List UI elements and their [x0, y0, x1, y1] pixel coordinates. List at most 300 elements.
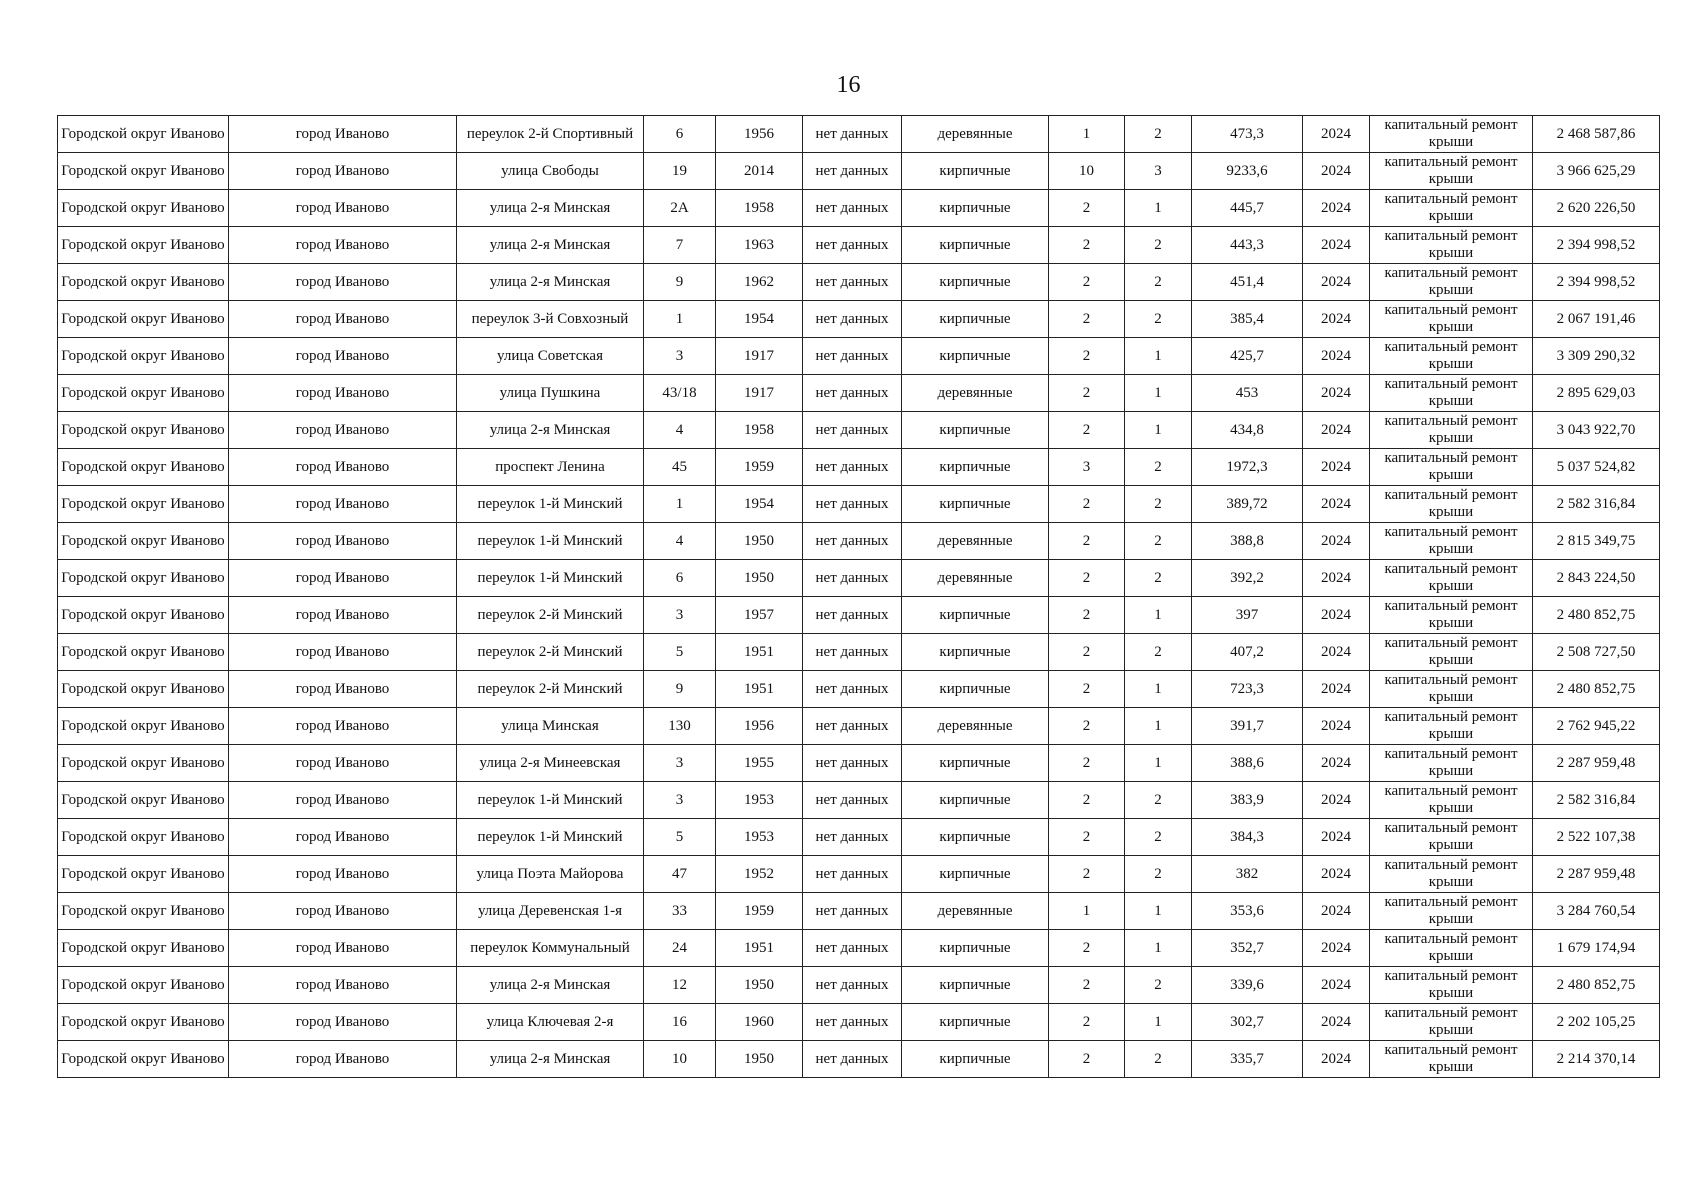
build-year-cell: 1950: [716, 560, 803, 597]
settlement-cell: город Иваново: [229, 597, 457, 634]
cost-cell: 2 582 316,84: [1533, 486, 1660, 523]
build-year-cell: 1950: [716, 967, 803, 1004]
house-number-cell: 3: [644, 745, 716, 782]
cost-cell: 2 508 727,50: [1533, 634, 1660, 671]
wall-material-cell: кирпичные: [902, 412, 1049, 449]
wear-cell: нет данных: [803, 893, 902, 930]
street-cell: улица Поэта Майорова: [457, 856, 644, 893]
work-type-cell: капитальный ремонт крыши: [1370, 597, 1533, 634]
table-row: [58, 745, 1660, 782]
area-cell: 302,7: [1192, 1004, 1303, 1041]
floors-cell: 3: [1049, 449, 1125, 486]
entrances-cell: 2: [1125, 560, 1192, 597]
cost-cell: 2 815 349,75: [1533, 523, 1660, 560]
street-cell: улица 2-я Минская: [457, 967, 644, 1004]
entrances-cell: 2: [1125, 116, 1192, 153]
year-cell: 2024: [1303, 190, 1370, 227]
wear-cell: нет данных: [803, 412, 902, 449]
entrances-cell: 3: [1125, 153, 1192, 190]
table-row: [58, 967, 1660, 1004]
build-year-cell: 1958: [716, 190, 803, 227]
area-cell: 443,3: [1192, 227, 1303, 264]
year-cell: 2024: [1303, 227, 1370, 264]
table-row: [58, 190, 1660, 227]
work-type-cell: капитальный ремонт крыши: [1370, 338, 1533, 375]
area-cell: 391,7: [1192, 708, 1303, 745]
wall-material-cell: кирпичные: [902, 819, 1049, 856]
settlement-cell: город Иваново: [229, 856, 457, 893]
wear-cell: нет данных: [803, 1041, 902, 1078]
municipality-cell: Городской округ Иваново: [58, 930, 229, 967]
area-cell: 384,3: [1192, 819, 1303, 856]
work-type-cell: капитальный ремонт крыши: [1370, 634, 1533, 671]
street-cell: переулок 1-й Минский: [457, 819, 644, 856]
area-cell: 388,8: [1192, 523, 1303, 560]
municipality-cell: Городской округ Иваново: [58, 116, 229, 153]
area-cell: 407,2: [1192, 634, 1303, 671]
street-cell: переулок 2-й Минский: [457, 671, 644, 708]
entrances-cell: 1: [1125, 930, 1192, 967]
street-cell: переулок Коммунальный: [457, 930, 644, 967]
year-cell: 2024: [1303, 597, 1370, 634]
area-cell: 9233,6: [1192, 153, 1303, 190]
wall-material-cell: кирпичные: [902, 782, 1049, 819]
cost-cell: 2 067 191,46: [1533, 301, 1660, 338]
area-cell: 1972,3: [1192, 449, 1303, 486]
work-type-cell: капитальный ремонт крыши: [1370, 708, 1533, 745]
street-cell: улица Ключевая 2-я: [457, 1004, 644, 1041]
entrances-cell: 1: [1125, 893, 1192, 930]
wear-cell: нет данных: [803, 523, 902, 560]
table-row: [58, 523, 1660, 560]
floors-cell: 2: [1049, 671, 1125, 708]
floors-cell: 2: [1049, 375, 1125, 412]
entrances-cell: 2: [1125, 782, 1192, 819]
municipality-cell: Городской округ Иваново: [58, 153, 229, 190]
floors-cell: 2: [1049, 819, 1125, 856]
area-cell: 335,7: [1192, 1041, 1303, 1078]
wear-cell: нет данных: [803, 338, 902, 375]
floors-cell: 10: [1049, 153, 1125, 190]
street-cell: переулок 1-й Минский: [457, 486, 644, 523]
wear-cell: нет данных: [803, 930, 902, 967]
build-year-cell: 1950: [716, 1041, 803, 1078]
entrances-cell: 1: [1125, 1004, 1192, 1041]
settlement-cell: город Иваново: [229, 893, 457, 930]
table-row: [58, 782, 1660, 819]
build-year-cell: 1953: [716, 782, 803, 819]
wear-cell: нет данных: [803, 1004, 902, 1041]
build-year-cell: 1917: [716, 338, 803, 375]
house-number-cell: 24: [644, 930, 716, 967]
area-cell: 383,9: [1192, 782, 1303, 819]
area-cell: 392,2: [1192, 560, 1303, 597]
street-cell: улица Минская: [457, 708, 644, 745]
wall-material-cell: деревянные: [902, 116, 1049, 153]
cost-cell: 2 895 629,03: [1533, 375, 1660, 412]
house-number-cell: 16: [644, 1004, 716, 1041]
house-number-cell: 45: [644, 449, 716, 486]
municipality-cell: Городской округ Иваново: [58, 856, 229, 893]
cost-cell: 2 287 959,48: [1533, 856, 1660, 893]
wall-material-cell: кирпичные: [902, 930, 1049, 967]
entrances-cell: 2: [1125, 856, 1192, 893]
table-row: [58, 227, 1660, 264]
build-year-cell: 1960: [716, 1004, 803, 1041]
municipality-cell: Городской округ Иваново: [58, 486, 229, 523]
wall-material-cell: кирпичные: [902, 190, 1049, 227]
wear-cell: нет данных: [803, 227, 902, 264]
house-number-cell: 1: [644, 486, 716, 523]
settlement-cell: город Иваново: [229, 745, 457, 782]
municipality-cell: Городской округ Иваново: [58, 338, 229, 375]
area-cell: 425,7: [1192, 338, 1303, 375]
cost-cell: 3 043 922,70: [1533, 412, 1660, 449]
settlement-cell: город Иваново: [229, 375, 457, 412]
wear-cell: нет данных: [803, 560, 902, 597]
house-number-cell: 3: [644, 782, 716, 819]
build-year-cell: 1956: [716, 708, 803, 745]
settlement-cell: город Иваново: [229, 264, 457, 301]
wall-material-cell: кирпичные: [902, 227, 1049, 264]
work-type-cell: капитальный ремонт крыши: [1370, 560, 1533, 597]
table-row: [58, 301, 1660, 338]
work-type-cell: капитальный ремонт крыши: [1370, 893, 1533, 930]
house-number-cell: 5: [644, 819, 716, 856]
settlement-cell: город Иваново: [229, 153, 457, 190]
floors-cell: 2: [1049, 967, 1125, 1004]
area-cell: 385,4: [1192, 301, 1303, 338]
street-cell: переулок 1-й Минский: [457, 523, 644, 560]
cost-cell: 2 202 105,25: [1533, 1004, 1660, 1041]
area-cell: 434,8: [1192, 412, 1303, 449]
wall-material-cell: деревянные: [902, 375, 1049, 412]
entrances-cell: 2: [1125, 819, 1192, 856]
area-cell: 388,6: [1192, 745, 1303, 782]
wall-material-cell: деревянные: [902, 523, 1049, 560]
area-cell: 473,3: [1192, 116, 1303, 153]
work-type-cell: капитальный ремонт крыши: [1370, 1041, 1533, 1078]
year-cell: 2024: [1303, 819, 1370, 856]
build-year-cell: 1951: [716, 671, 803, 708]
wall-material-cell: кирпичные: [902, 449, 1049, 486]
build-year-cell: 1951: [716, 930, 803, 967]
street-cell: улица Деревенская 1-я: [457, 893, 644, 930]
floors-cell: 2: [1049, 1004, 1125, 1041]
housing-registry-table: [57, 115, 1660, 1078]
wall-material-cell: деревянные: [902, 708, 1049, 745]
work-type-cell: капитальный ремонт крыши: [1370, 449, 1533, 486]
house-number-cell: 130: [644, 708, 716, 745]
year-cell: 2024: [1303, 523, 1370, 560]
house-number-cell: 19: [644, 153, 716, 190]
street-cell: проспект Ленина: [457, 449, 644, 486]
entrances-cell: 1: [1125, 190, 1192, 227]
house-number-cell: 1: [644, 301, 716, 338]
table-row: [58, 375, 1660, 412]
wear-cell: нет данных: [803, 819, 902, 856]
entrances-cell: 1: [1125, 745, 1192, 782]
cost-cell: 3 284 760,54: [1533, 893, 1660, 930]
house-number-cell: 2А: [644, 190, 716, 227]
floors-cell: 2: [1049, 338, 1125, 375]
floors-cell: 1: [1049, 893, 1125, 930]
entrances-cell: 1: [1125, 597, 1192, 634]
table-row: [58, 264, 1660, 301]
municipality-cell: Городской округ Иваново: [58, 190, 229, 227]
year-cell: 2024: [1303, 856, 1370, 893]
floors-cell: 2: [1049, 190, 1125, 227]
table-row: [58, 486, 1660, 523]
house-number-cell: 9: [644, 671, 716, 708]
wall-material-cell: кирпичные: [902, 264, 1049, 301]
house-number-cell: 6: [644, 560, 716, 597]
entrances-cell: 2: [1125, 523, 1192, 560]
table-row: [58, 856, 1660, 893]
settlement-cell: город Иваново: [229, 671, 457, 708]
wear-cell: нет данных: [803, 745, 902, 782]
settlement-cell: город Иваново: [229, 523, 457, 560]
cost-cell: 2 522 107,38: [1533, 819, 1660, 856]
year-cell: 2024: [1303, 745, 1370, 782]
floors-cell: 2: [1049, 412, 1125, 449]
settlement-cell: город Иваново: [229, 116, 457, 153]
floors-cell: 2: [1049, 782, 1125, 819]
year-cell: 2024: [1303, 153, 1370, 190]
wear-cell: нет данных: [803, 301, 902, 338]
house-number-cell: 9: [644, 264, 716, 301]
municipality-cell: Городской округ Иваново: [58, 708, 229, 745]
wall-material-cell: кирпичные: [902, 486, 1049, 523]
table-row: [58, 1004, 1660, 1041]
year-cell: 2024: [1303, 782, 1370, 819]
settlement-cell: город Иваново: [229, 708, 457, 745]
wall-material-cell: деревянные: [902, 560, 1049, 597]
wall-material-cell: кирпичные: [902, 1004, 1049, 1041]
table-row: [58, 338, 1660, 375]
settlement-cell: город Иваново: [229, 967, 457, 1004]
settlement-cell: город Иваново: [229, 560, 457, 597]
table-body: [58, 116, 1660, 1078]
street-cell: переулок 2-й Минский: [457, 597, 644, 634]
floors-cell: 2: [1049, 745, 1125, 782]
floors-cell: 2: [1049, 708, 1125, 745]
house-number-cell: 12: [644, 967, 716, 1004]
table-row: [58, 116, 1660, 153]
build-year-cell: 1950: [716, 523, 803, 560]
wear-cell: нет данных: [803, 375, 902, 412]
street-cell: переулок 2-й Минский: [457, 634, 644, 671]
entrances-cell: 2: [1125, 486, 1192, 523]
build-year-cell: 1956: [716, 116, 803, 153]
wear-cell: нет данных: [803, 856, 902, 893]
house-number-cell: 3: [644, 597, 716, 634]
table-row: [58, 1041, 1660, 1078]
table-row: [58, 819, 1660, 856]
wall-material-cell: кирпичные: [902, 856, 1049, 893]
cost-cell: 3 966 625,29: [1533, 153, 1660, 190]
entrances-cell: 1: [1125, 375, 1192, 412]
municipality-cell: Городской округ Иваново: [58, 301, 229, 338]
build-year-cell: 1954: [716, 301, 803, 338]
floors-cell: 2: [1049, 227, 1125, 264]
street-cell: улица Советская: [457, 338, 644, 375]
street-cell: улица 2-я Минская: [457, 412, 644, 449]
cost-cell: 2 582 316,84: [1533, 782, 1660, 819]
wall-material-cell: кирпичные: [902, 301, 1049, 338]
area-cell: 389,72: [1192, 486, 1303, 523]
work-type-cell: капитальный ремонт крыши: [1370, 967, 1533, 1004]
year-cell: 2024: [1303, 1041, 1370, 1078]
wear-cell: нет данных: [803, 449, 902, 486]
work-type-cell: капитальный ремонт крыши: [1370, 745, 1533, 782]
entrances-cell: 2: [1125, 227, 1192, 264]
house-number-cell: 43/18: [644, 375, 716, 412]
entrances-cell: 2: [1125, 634, 1192, 671]
wear-cell: нет данных: [803, 597, 902, 634]
street-cell: улица 2-я Минская: [457, 227, 644, 264]
settlement-cell: город Иваново: [229, 338, 457, 375]
cost-cell: 2 762 945,22: [1533, 708, 1660, 745]
municipality-cell: Городской округ Иваново: [58, 634, 229, 671]
settlement-cell: город Иваново: [229, 449, 457, 486]
wall-material-cell: кирпичные: [902, 634, 1049, 671]
build-year-cell: 1955: [716, 745, 803, 782]
entrances-cell: 1: [1125, 412, 1192, 449]
table-row: [58, 449, 1660, 486]
table-row: [58, 560, 1660, 597]
settlement-cell: город Иваново: [229, 930, 457, 967]
table-row: [58, 671, 1660, 708]
cost-cell: 2 214 370,14: [1533, 1041, 1660, 1078]
work-type-cell: капитальный ремонт крыши: [1370, 930, 1533, 967]
house-number-cell: 7: [644, 227, 716, 264]
municipality-cell: Городской округ Иваново: [58, 264, 229, 301]
settlement-cell: город Иваново: [229, 1004, 457, 1041]
table-row: [58, 708, 1660, 745]
wall-material-cell: деревянные: [902, 893, 1049, 930]
work-type-cell: капитальный ремонт крыши: [1370, 523, 1533, 560]
floors-cell: 1: [1049, 116, 1125, 153]
wear-cell: нет данных: [803, 153, 902, 190]
settlement-cell: город Иваново: [229, 412, 457, 449]
work-type-cell: капитальный ремонт крыши: [1370, 375, 1533, 412]
entrances-cell: 2: [1125, 1041, 1192, 1078]
cost-cell: 2 843 224,50: [1533, 560, 1660, 597]
house-number-cell: 4: [644, 412, 716, 449]
municipality-cell: Городской округ Иваново: [58, 375, 229, 412]
work-type-cell: капитальный ремонт крыши: [1370, 116, 1533, 153]
cost-cell: 2 394 998,52: [1533, 264, 1660, 301]
wall-material-cell: кирпичные: [902, 597, 1049, 634]
street-cell: улица 2-я Минская: [457, 264, 644, 301]
municipality-cell: Городской округ Иваново: [58, 819, 229, 856]
entrances-cell: 2: [1125, 967, 1192, 1004]
municipality-cell: Городской округ Иваново: [58, 1004, 229, 1041]
street-cell: улица 2-я Минская: [457, 1041, 644, 1078]
area-cell: 339,6: [1192, 967, 1303, 1004]
work-type-cell: капитальный ремонт крыши: [1370, 412, 1533, 449]
work-type-cell: капитальный ремонт крыши: [1370, 782, 1533, 819]
work-type-cell: капитальный ремонт крыши: [1370, 1004, 1533, 1041]
area-cell: 453: [1192, 375, 1303, 412]
entrances-cell: 1: [1125, 671, 1192, 708]
entrances-cell: 2: [1125, 301, 1192, 338]
street-cell: улица 2-я Минская: [457, 190, 644, 227]
street-cell: переулок 1-й Минский: [457, 560, 644, 597]
street-cell: улица 2-я Минеевская: [457, 745, 644, 782]
street-cell: улица Пушкина: [457, 375, 644, 412]
floors-cell: 2: [1049, 560, 1125, 597]
build-year-cell: 1917: [716, 375, 803, 412]
year-cell: 2024: [1303, 449, 1370, 486]
house-number-cell: 10: [644, 1041, 716, 1078]
year-cell: 2024: [1303, 671, 1370, 708]
floors-cell: 2: [1049, 856, 1125, 893]
floors-cell: 2: [1049, 930, 1125, 967]
year-cell: 2024: [1303, 560, 1370, 597]
build-year-cell: 1957: [716, 597, 803, 634]
settlement-cell: город Иваново: [229, 190, 457, 227]
table-row: [58, 412, 1660, 449]
cost-cell: 2 480 852,75: [1533, 671, 1660, 708]
street-cell: переулок 2-й Спортивный: [457, 116, 644, 153]
settlement-cell: город Иваново: [229, 227, 457, 264]
street-cell: улица Свободы: [457, 153, 644, 190]
municipality-cell: Городской округ Иваново: [58, 782, 229, 819]
year-cell: 2024: [1303, 634, 1370, 671]
table-row: [58, 634, 1660, 671]
area-cell: 353,6: [1192, 893, 1303, 930]
year-cell: 2024: [1303, 264, 1370, 301]
settlement-cell: город Иваново: [229, 301, 457, 338]
floors-cell: 2: [1049, 597, 1125, 634]
work-type-cell: капитальный ремонт крыши: [1370, 486, 1533, 523]
page-number: 16: [836, 72, 861, 98]
floors-cell: 2: [1049, 634, 1125, 671]
wear-cell: нет данных: [803, 190, 902, 227]
build-year-cell: 1953: [716, 819, 803, 856]
settlement-cell: город Иваново: [229, 819, 457, 856]
wear-cell: нет данных: [803, 116, 902, 153]
municipality-cell: Городской округ Иваново: [58, 597, 229, 634]
entrances-cell: 1: [1125, 708, 1192, 745]
work-type-cell: капитальный ремонт крыши: [1370, 671, 1533, 708]
floors-cell: 2: [1049, 486, 1125, 523]
cost-cell: 2 468 587,86: [1533, 116, 1660, 153]
municipality-cell: Городской округ Иваново: [58, 967, 229, 1004]
house-number-cell: 33: [644, 893, 716, 930]
entrances-cell: 2: [1125, 264, 1192, 301]
work-type-cell: капитальный ремонт крыши: [1370, 153, 1533, 190]
cost-cell: 5 037 524,82: [1533, 449, 1660, 486]
municipality-cell: Городской округ Иваново: [58, 893, 229, 930]
build-year-cell: 1959: [716, 449, 803, 486]
cost-cell: 2 620 226,50: [1533, 190, 1660, 227]
settlement-cell: город Иваново: [229, 782, 457, 819]
year-cell: 2024: [1303, 967, 1370, 1004]
cost-cell: 2 394 998,52: [1533, 227, 1660, 264]
wear-cell: нет данных: [803, 486, 902, 523]
wall-material-cell: кирпичные: [902, 967, 1049, 1004]
street-cell: переулок 3-й Совхозный: [457, 301, 644, 338]
year-cell: 2024: [1303, 338, 1370, 375]
year-cell: 2024: [1303, 486, 1370, 523]
municipality-cell: Городской округ Иваново: [58, 745, 229, 782]
floors-cell: 2: [1049, 1041, 1125, 1078]
build-year-cell: 1962: [716, 264, 803, 301]
floors-cell: 2: [1049, 523, 1125, 560]
